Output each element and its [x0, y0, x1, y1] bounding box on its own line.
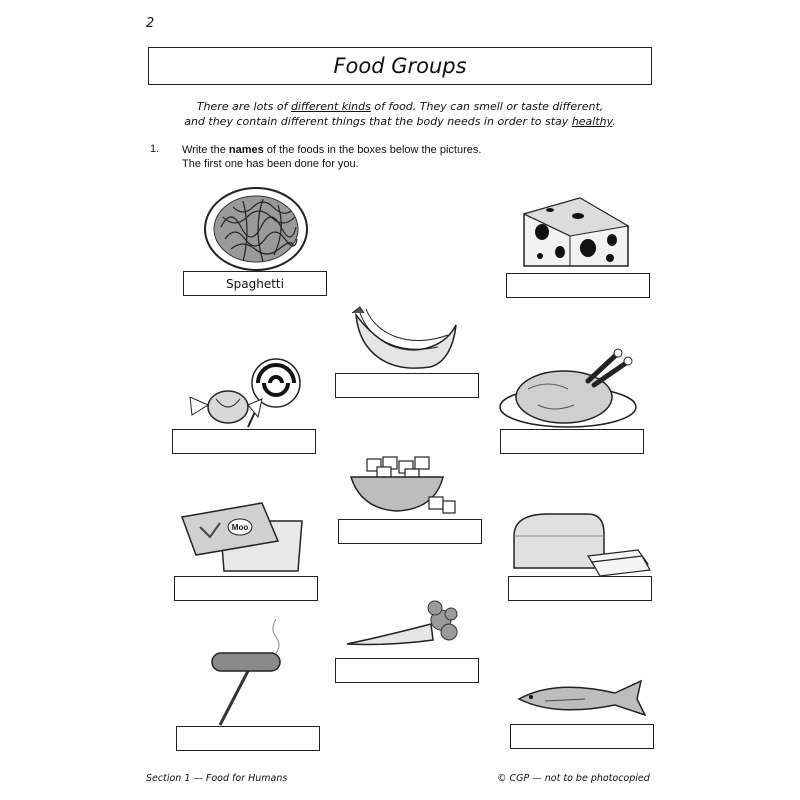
answer-box-carrot[interactable] — [335, 658, 479, 683]
answer-box-sausage[interactable] — [176, 726, 320, 751]
chicken-icon — [498, 345, 643, 433]
cheese-icon — [520, 196, 632, 268]
fish-icon — [515, 675, 650, 720]
intro-part: of food. They can smell or taste different, — [370, 100, 604, 113]
question-number: 1. — [150, 143, 160, 155]
sweets-icon — [186, 355, 306, 430]
answer-box-bananas[interactable] — [335, 373, 479, 398]
title-box — [148, 47, 652, 85]
page-title: Food Groups — [333, 54, 467, 78]
question-part: Write the — [182, 144, 229, 156]
footer-copyright: © CGP — not to be photocopied — [497, 773, 650, 784]
question-line2: The first one has been done for you. — [182, 158, 359, 170]
intro-underlined-healthy: healthy — [571, 115, 613, 128]
bread-icon — [508, 510, 653, 578]
page-number: 2 — [146, 16, 155, 31]
butter-icon — [180, 497, 305, 577]
question-text — [182, 143, 481, 171]
intro-underlined-different-kinds: different kinds — [290, 100, 371, 113]
intro-part: . — [612, 115, 616, 128]
answer-box-cheese[interactable] — [506, 273, 650, 298]
intro-part: There are lots of — [196, 100, 291, 113]
answer-box-bread[interactable] — [508, 576, 652, 601]
answer-box-sugar[interactable] — [338, 519, 482, 544]
answer-box-chicken[interactable] — [500, 429, 644, 454]
bananas-icon — [350, 305, 462, 377]
answer-box-butter[interactable] — [174, 576, 318, 601]
answer-box-fish[interactable] — [510, 724, 654, 749]
question-part: of the foods in the boxes below the pictures. — [263, 144, 482, 156]
intro-part: and they contain different things that the body needs in order to stay — [184, 115, 572, 128]
question-bold-names: names — [228, 144, 264, 156]
carrot-icon — [345, 600, 460, 655]
answer-box-sweets[interactable] — [172, 429, 316, 454]
answer-box-spaghetti[interactable]: Spaghetti — [183, 271, 327, 296]
sugar-icon — [347, 455, 462, 520]
butter-label: Moo — [231, 523, 249, 532]
footer-section: Section 1 — Food for Humans — [146, 773, 288, 784]
sausage-icon — [208, 615, 288, 730]
intro-text — [150, 99, 650, 129]
spaghetti-icon — [203, 187, 309, 272]
